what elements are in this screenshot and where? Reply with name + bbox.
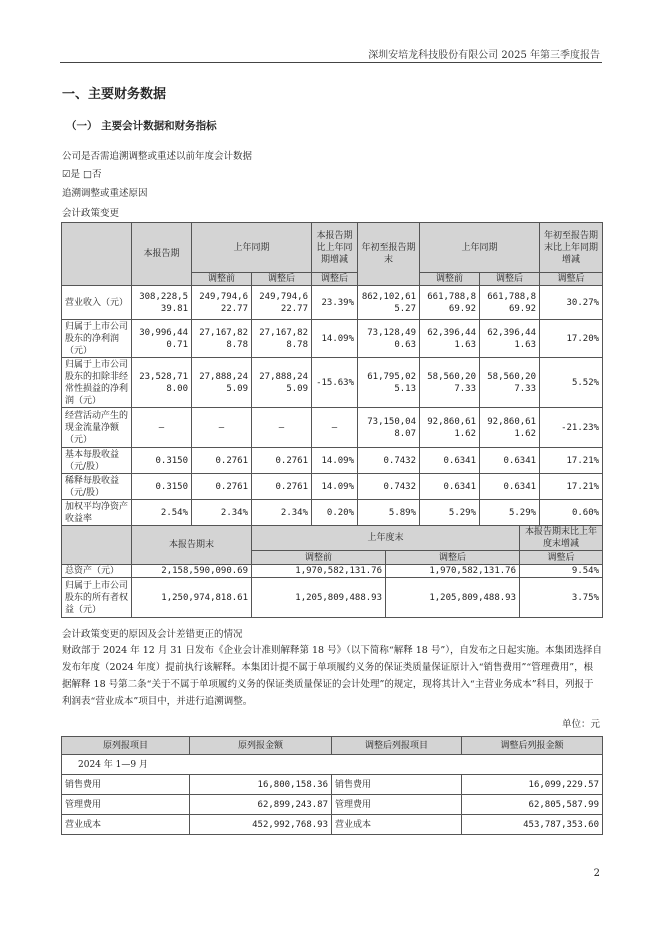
cell: -15.63% (312, 358, 358, 408)
restatement-choice: ☑是 □否 (62, 169, 102, 180)
cell: 0.6341 (420, 474, 480, 500)
col-before-2: 调整前 (420, 273, 480, 286)
col-ytd-yoy: 年初至报告期末比上年同期增减 (540, 223, 603, 273)
cell: 0.60% (540, 500, 603, 526)
col-original-amount: 原列报金额 (190, 737, 332, 755)
note-body: 财政部于 2024 年 12 月 31 日发布《企业会计准则解释第 18 号》（以下简称“解释 18 号”），自发布之日起实施。本集团选择自发布年度（2024 年度）提前执行该解释。本集团计提不属于单项履约义务的保证类质量保证原计入“销售费用”“管理费用”，根据解释 18 号第二条“关于不属于单项履约义务的保证类质量保证的会计处理”的规定，现将其计入“主营业务成本”科目，列报于利润表“营业成本”项目中，并进行追溯调整。 (62, 645, 602, 707)
cell: 管理费用 (62, 795, 190, 815)
cell: 73,150,048.07 (358, 408, 420, 448)
page-number: 2 (593, 868, 600, 879)
table-row (62, 448, 603, 474)
cell: 5.29% (480, 500, 540, 526)
restatement-question: 公司是否需追溯调整或重述以前年度会计数据 (62, 151, 253, 162)
row-label: 归属于上市公司股东的所有者权益（元） (62, 578, 132, 618)
row-label: 归属于上市公司股东的扣除非经常性损益的净利润（元） (62, 358, 132, 408)
row-label: 归属于上市公司股东的净利润（元） (62, 320, 132, 358)
cell: 661,788,869.92 (480, 286, 540, 320)
cell: 249,794,622.77 (252, 286, 312, 320)
cell: 16,099,229.57 (462, 775, 603, 795)
table-row (62, 565, 603, 578)
col-ytd: 年初至报告期末 (358, 223, 420, 286)
cell: 30.27% (540, 286, 603, 320)
cell: 2.54% (132, 500, 192, 526)
col-before: 调整前 (192, 273, 252, 286)
col-prev-ytd: 上年同期 (420, 223, 540, 273)
cell: 0.6341 (480, 474, 540, 500)
cell: 14.09% (312, 474, 358, 500)
table-row (62, 500, 603, 526)
cell: 661,788,869.92 (420, 286, 480, 320)
cell: 1,970,582,131.76 (252, 565, 386, 578)
col-original-item: 原列报项目 (62, 737, 190, 755)
row-label: 稀释每股收益（元/股） (62, 474, 132, 500)
subsection-title: （一） 主要会计数据和财务指标 (66, 120, 217, 132)
col-change: 本报告期末比上年度末增减 (520, 526, 603, 551)
row-label: 加权平均净资产收益率 (62, 500, 132, 526)
cell: 9.54% (520, 565, 603, 578)
cell: 管理费用 (332, 795, 462, 815)
cell: 58,560,207.33 (420, 358, 480, 408)
cell: 营业成本 (332, 815, 462, 835)
cell: 0.3150 (132, 474, 192, 500)
cell: 27,167,828.78 (192, 320, 252, 358)
col-prev-period: 上年同期 (192, 223, 312, 273)
cell: 0.7432 (358, 448, 420, 474)
cell: 5.29% (420, 500, 480, 526)
table-row (62, 815, 603, 835)
col-before: 调整前 (252, 551, 386, 565)
cell: 0.6341 (420, 448, 480, 474)
col-period-end: 本报告期末 (132, 526, 252, 565)
table-row (62, 474, 603, 500)
col-change-after: 调整后 (520, 551, 603, 565)
cell: 73,128,490.63 (358, 320, 420, 358)
cell: 62,805,587.99 (462, 795, 603, 815)
row-label: 基本每股收益（元/股） (62, 448, 132, 474)
table-row (62, 578, 603, 618)
col-adjusted-amount: 调整后列报金额 (462, 737, 603, 755)
col-yoy: 本报告期比上年同期增减 (312, 223, 358, 273)
cell: 1,970,582,131.76 (386, 565, 520, 578)
cell: -21.23% (540, 408, 603, 448)
cell: 销售费用 (62, 775, 190, 795)
cell: 14.09% (312, 320, 358, 358)
col-after-3: 调整后 (480, 273, 540, 286)
section-title: 一、主要财务数据 (62, 87, 167, 102)
cell: 0.2761 (192, 448, 252, 474)
cell: 0.3150 (132, 448, 192, 474)
cell: 2,158,590,090.69 (132, 565, 252, 578)
col-yoy-after: 调整后 (312, 273, 358, 286)
note-title: 会计政策变更的原因及会计差错更正的情况 (62, 629, 243, 640)
cell: 17.21% (540, 474, 603, 500)
cell: 17.21% (540, 448, 603, 474)
table-row (62, 795, 603, 815)
restatement-reason-label: 追溯调整或重述原因 (62, 188, 148, 199)
cell: 249,794,622.77 (192, 286, 252, 320)
cell: — (252, 408, 312, 448)
cell: 308,228,539.81 (132, 286, 192, 320)
cell: 23.39% (312, 286, 358, 320)
table-row (62, 286, 603, 320)
cell: 2.34% (192, 500, 252, 526)
balance-table (61, 525, 603, 618)
cell: 0.7432 (358, 474, 420, 500)
cell: 92,860,611.62 (420, 408, 480, 448)
cell: 3.75% (520, 578, 603, 618)
row-label: 经营活动产生的现金流量净额（元） (62, 408, 132, 448)
col-after: 调整后 (252, 273, 312, 286)
unit-label: 单位：元 (561, 719, 600, 730)
cell: 17.20% (540, 320, 603, 358)
cell: 27,888,245.09 (192, 358, 252, 408)
cell: 58,560,207.33 (480, 358, 540, 408)
period-row: 2024 年 1—9 月 (62, 755, 603, 775)
cell: 5.52% (540, 358, 603, 408)
cell: 62,396,441.63 (420, 320, 480, 358)
cell: 16,800,158.36 (190, 775, 332, 795)
col-ytd-yoy-after: 调整后 (540, 273, 603, 286)
cell: 2.34% (252, 500, 312, 526)
cell: — (192, 408, 252, 448)
adjustment-table (61, 736, 603, 835)
header-rule (60, 62, 602, 63)
col-adjusted-item: 调整后列报项目 (332, 737, 462, 755)
col-period: 本报告期 (132, 223, 192, 286)
cell: 453,787,353.60 (462, 815, 603, 835)
cell: 0.6341 (480, 448, 540, 474)
row-label: 营业收入（元） (62, 286, 132, 320)
cell: 0.2761 (192, 474, 252, 500)
report-header: 深圳安培龙科技股份有限公司 2025 年第三季度报告 (368, 50, 600, 61)
cell: 0.2761 (252, 448, 312, 474)
cell: 销售费用 (332, 775, 462, 795)
cell: 0.2761 (252, 474, 312, 500)
cell: 14.09% (312, 448, 358, 474)
cell: 营业成本 (62, 815, 190, 835)
cell: 30,996,440.71 (132, 320, 192, 358)
table-row (62, 320, 603, 358)
cell: 1,205,809,488.93 (386, 578, 520, 618)
table-row (62, 408, 603, 448)
cell: 862,102,615.27 (358, 286, 420, 320)
cell: 5.89% (358, 500, 420, 526)
col-after: 调整后 (386, 551, 520, 565)
cell: 27,888,245.09 (252, 358, 312, 408)
cell: 1,205,809,488.93 (252, 578, 386, 618)
cell: 62,899,243.87 (190, 795, 332, 815)
cell: 23,528,718.00 (132, 358, 192, 408)
table-row (62, 775, 603, 795)
cell: 1,250,974,818.61 (132, 578, 252, 618)
row-label: 总资产（元） (62, 565, 132, 578)
cell: 27,167,828.78 (252, 320, 312, 358)
table-row (62, 358, 603, 408)
key-financials-table (61, 222, 603, 526)
cell: 61,795,025.13 (358, 358, 420, 408)
cell: — (132, 408, 192, 448)
cell: 92,860,611.62 (480, 408, 540, 448)
cell: 62,396,441.63 (480, 320, 540, 358)
cell: 452,992,768.93 (190, 815, 332, 835)
cell: — (312, 408, 358, 448)
col-prev-year-end: 上年度末 (252, 526, 520, 551)
cell: 0.20% (312, 500, 358, 526)
restatement-reason-value: 会计政策变更 (62, 208, 120, 219)
